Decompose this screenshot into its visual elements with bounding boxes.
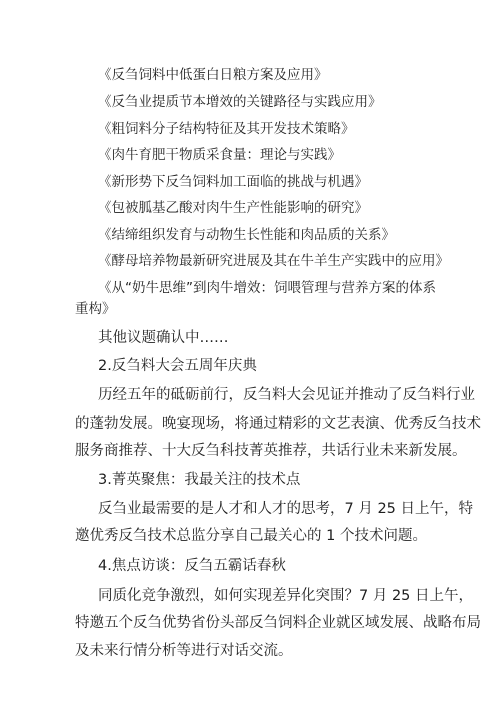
book-title-3: 《粗饲料分子结构特征及其开发技术策略》 (98, 121, 355, 137)
section2-heading: 2.反刍料大会五周年庆典 (98, 358, 257, 374)
book-title-8: 《酵母培养物最新研究进展及其在牛羊生产实践中的应用》 (98, 253, 449, 269)
section4-line-2: 特邀五个反刍优势省份头部反刍饲料企业就区域发展、战略布局 (75, 615, 481, 631)
book-title-4: 《肉牛育肥干物质采食量：理论与实践》 (98, 147, 341, 163)
book-title-5: 《新形势下反刍饲料加工面临的挑战与机遇》 (98, 174, 368, 190)
section3-line-1: 反刍业最需要的是人才和人才的思考，7 月 25 日上午，特 (98, 501, 474, 517)
book-title-2: 《反刍业提质节本增效的关键路径与实践应用》 (98, 94, 382, 110)
book-title-9-cont: 重构》 (75, 301, 116, 317)
book-title-7: 《结缔组织发育与动物生长性能和肉品质的关系》 (98, 227, 395, 243)
section4-line-3: 及未来行情分析等进行对话交流。 (75, 643, 293, 659)
section3-line-2: 邀优秀反刍技术总监分享自己最关心的 1 个技术问题。 (75, 528, 427, 544)
section2-line-2: 的蓬勃发展。晚宴现场，将通过精彩的文艺表演、优秀反刍技术 (75, 416, 481, 432)
section4-line-1: 同质化竞争激烈，如何实现差异化突围？7 月 25 日上午， (98, 588, 474, 604)
section3-heading: 3.菁英聚焦：我最关注的技术点 (98, 472, 301, 488)
book-title-6: 《包被胍基乙酸对肉牛生产性能影响的研究》 (98, 200, 368, 216)
book-title-1: 《反刍饲料中低蛋白日粮方案及应用》 (98, 67, 328, 83)
section4-heading: 4.焦点访谈：反刍五霸话春秋 (98, 558, 286, 574)
other-topics: 其他议题确认中…… (98, 330, 229, 346)
section2-line-1: 历经五年的砥砺前行，反刍料大会见证并推动了反刍料行业 (98, 387, 475, 403)
book-title-9: 《从“奶牛思维”到肉牛增效：饲喂管理与营养方案的体系 (98, 280, 436, 296)
section2-line-3: 服务商推荐、十大反刍科技菁英推荐，共话行业未来新发展。 (75, 443, 467, 459)
